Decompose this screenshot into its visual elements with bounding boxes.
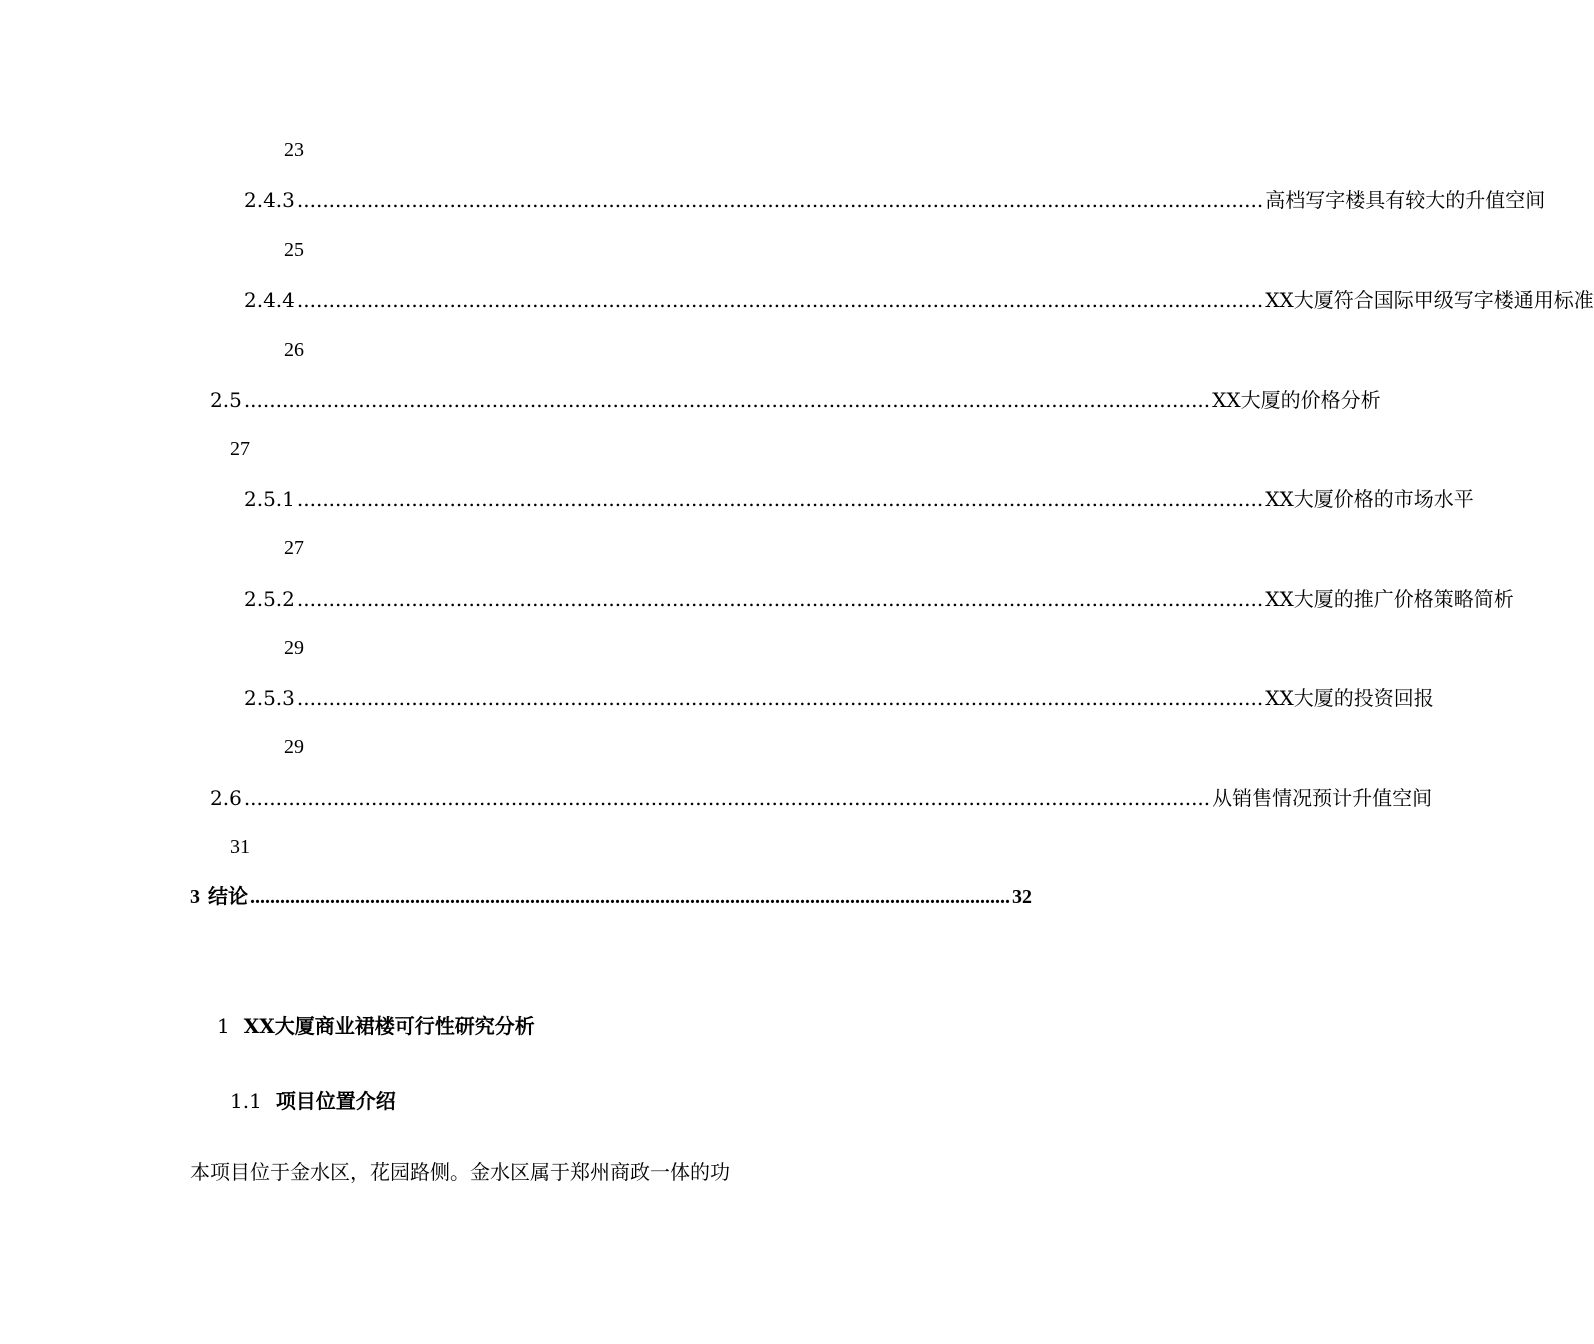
toc-leader-dots: ........................................................................................................................................................ bbox=[296, 188, 1264, 212]
toc-entry[interactable] bbox=[210, 386, 1381, 414]
toc-entry-number: 2.5.2 bbox=[244, 587, 295, 611]
toc-entry[interactable] bbox=[210, 784, 1433, 812]
toc-page-number: 29 bbox=[284, 736, 304, 758]
toc-entry-number: 3 bbox=[190, 886, 200, 908]
toc-page-number: 25 bbox=[284, 239, 304, 261]
toc-entry-number: 2.5.3 bbox=[244, 686, 295, 710]
toc-entry-conclusion[interactable] bbox=[190, 883, 1032, 911]
toc-page-number: 27 bbox=[230, 438, 250, 460]
section-heading-2 bbox=[230, 1087, 396, 1115]
toc-leader-dots: ........................................................................................................................................................ bbox=[243, 786, 1211, 810]
toc-page-number: 29 bbox=[284, 637, 304, 659]
toc-leader-dots: ........................................................................................................................................................ bbox=[296, 587, 1264, 611]
toc-entry-number: 2.4.4 bbox=[244, 288, 295, 312]
toc-entry-title: 从销售情况预计升值空间 bbox=[1212, 786, 1433, 810]
section-heading-title: XX大厦商业裙楼可行性研究分析 bbox=[243, 1014, 535, 1038]
toc-entry[interactable] bbox=[244, 485, 1474, 513]
toc-leader-dots: ........................................................................................................................................................ bbox=[296, 288, 1264, 312]
section-heading-number: 1.1 bbox=[230, 1089, 262, 1113]
toc-entry-title: 结论 bbox=[208, 886, 248, 908]
toc-entry[interactable] bbox=[244, 286, 1594, 314]
toc-page-number: 32 bbox=[1012, 886, 1032, 908]
toc-entry-title: XX大厦的价格分析 bbox=[1212, 388, 1381, 412]
toc-entry[interactable] bbox=[244, 684, 1434, 712]
section-heading-1 bbox=[217, 1012, 535, 1040]
toc-leader-dots: ........................................................................................................................................................ bbox=[296, 487, 1264, 511]
section-heading-number: 1 bbox=[217, 1014, 230, 1038]
toc-page-number: 26 bbox=[284, 339, 304, 361]
toc-entry-title: XX大厦的投资回报 bbox=[1265, 686, 1434, 710]
toc-entry-number: 2.5.1 bbox=[244, 487, 295, 511]
toc-page-number: 27 bbox=[284, 537, 304, 559]
toc-entry-number: 2.6 bbox=[210, 786, 242, 810]
toc-leader-dots: ........................................................................................................................................................ bbox=[296, 686, 1264, 710]
section-heading-title: 项目位置介绍 bbox=[275, 1089, 396, 1113]
toc-entry-title: 高档写字楼具有较大的升值空间 bbox=[1265, 188, 1546, 212]
toc-page-number: 31 bbox=[230, 836, 250, 858]
toc-entry-title: XX大厦价格的市场水平 bbox=[1265, 487, 1474, 511]
toc-entry[interactable] bbox=[244, 186, 1546, 214]
toc-entry-number: 2.4.3 bbox=[244, 188, 295, 212]
toc-leader-dots: ........................................................................................................................................................ bbox=[250, 886, 1010, 908]
toc-entry-number: 2.5 bbox=[210, 388, 242, 412]
toc-entry[interactable] bbox=[244, 585, 1514, 613]
toc-page-number: 23 bbox=[284, 139, 304, 161]
toc-leader-dots: ........................................................................................................................................................ bbox=[243, 388, 1211, 412]
toc-entry-title: XX大厦的推广价格策略简析 bbox=[1265, 587, 1514, 611]
body-paragraph: 本项目位于金水区，花园路侧。金水区属于郑州商政一体的功 bbox=[190, 1160, 730, 1184]
toc-entry-title: XX大厦符合国际甲级写字楼通用标准 bbox=[1265, 288, 1594, 312]
